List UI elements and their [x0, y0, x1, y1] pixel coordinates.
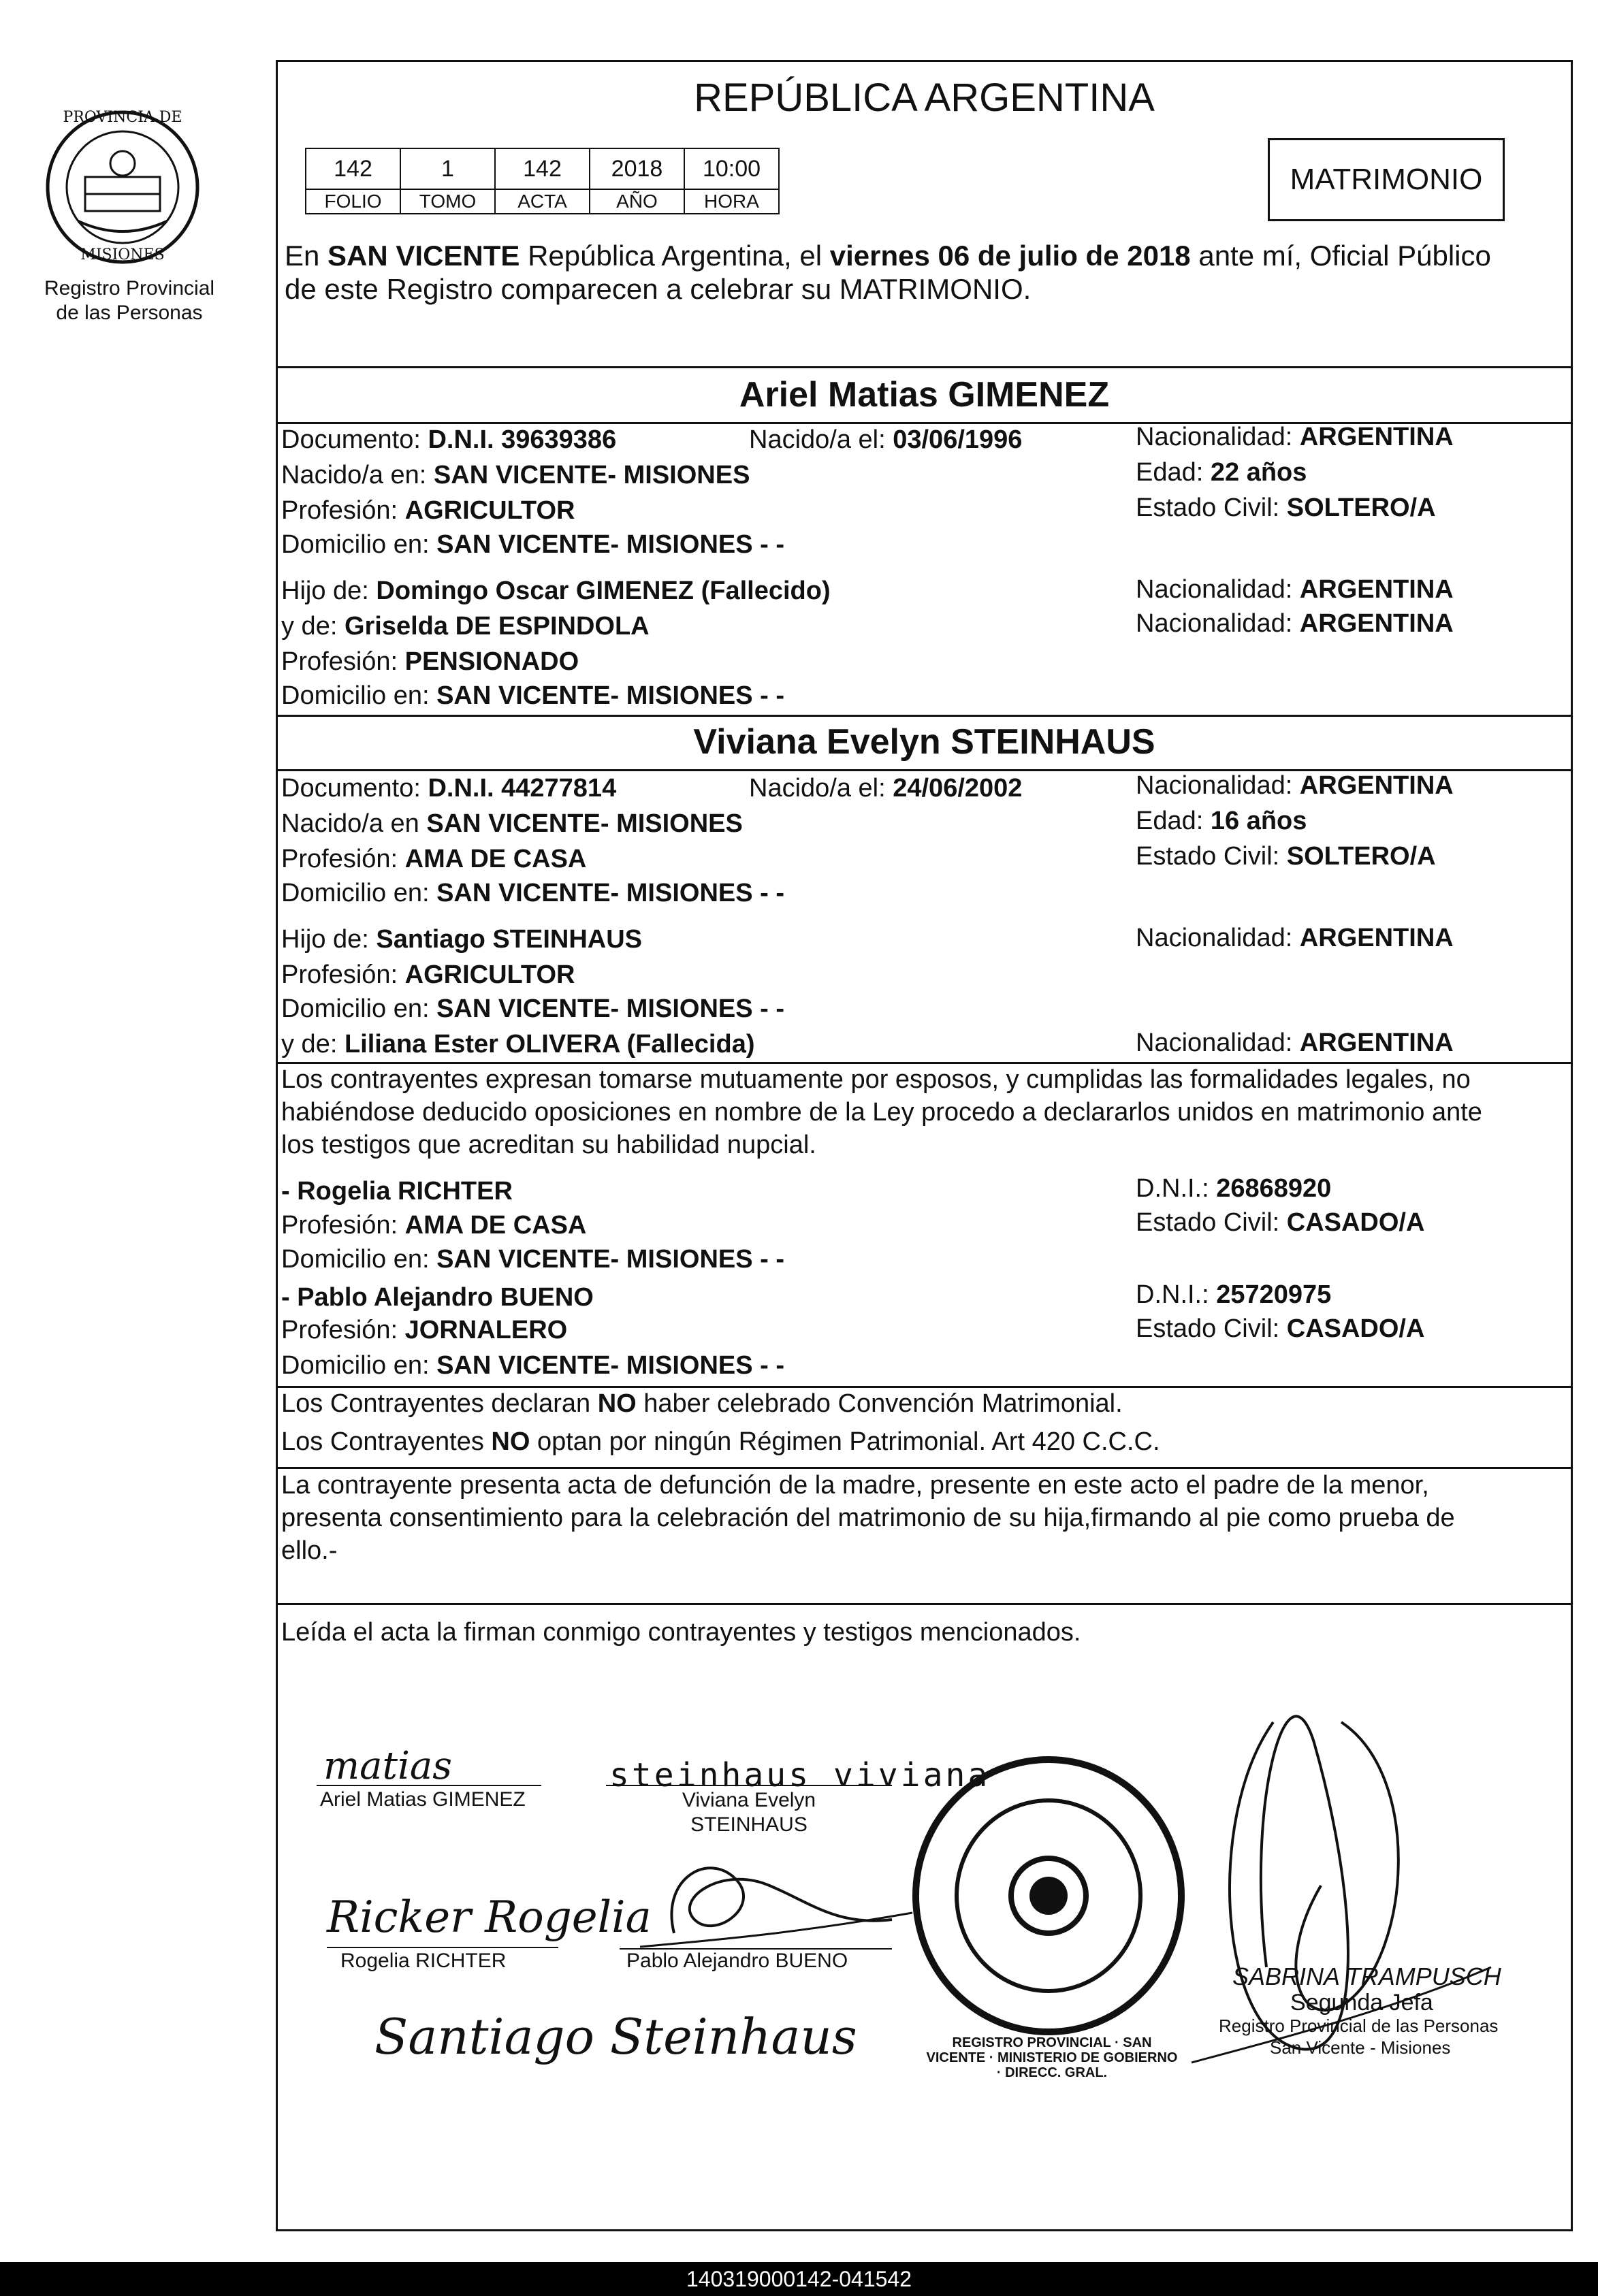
groom-doc: Documento: D.N.I. 39639386 — [281, 425, 617, 454]
groom-born: Nacido/a el: 03/06/1996 — [749, 425, 1023, 454]
folio-value: 142 — [306, 148, 400, 189]
groom-birthplace: Nacido/a en: SAN VICENTE- MISIONES — [281, 461, 750, 489]
declaration-line1: Los contrayentes expresan tomarse mutuamente por esposos, y cumplidas las formalidades legales, no — [281, 1065, 1471, 1094]
notes-line1: La contrayente presenta acta de defunción de la madre, presente en este acto el padre de la menor, — [281, 1471, 1429, 1500]
bride-father-nat: Nacionalidad: ARGENTINA — [1136, 924, 1454, 952]
witness1-signature: Ricker Rogelia — [327, 1892, 652, 1943]
convention-line2: Los Contrayentes NO optan por ningún Régimen Patrimonial. Art 420 C.C.C. — [281, 1427, 1160, 1456]
declaration-line3: los testigos que acreditan su habilidad nupcial. — [281, 1131, 816, 1159]
bride-signature: steinhaus viviana — [609, 1756, 991, 1794]
official-org2: San Vicente - Misiones — [1270, 2037, 1451, 2058]
bride-parent-dom: Domicilio en: SAN VICENTE- MISIONES - - — [281, 995, 784, 1023]
bride-sig-label2: STEINHAUS — [690, 1813, 808, 1836]
record-table — [305, 148, 780, 214]
bride-mother-nat: Nacionalidad: ARGENTINA — [1136, 1029, 1454, 1057]
groom-mother-nat: Nacionalidad: ARGENTINA — [1136, 609, 1454, 638]
witness1-dom: Domicilio en: SAN VICENTE- MISIONES - - — [281, 1245, 784, 1274]
bride-born: Nacido/a el: 24/06/2002 — [749, 774, 1023, 803]
intro-line2: de este Registro comparecen a celebrar su MATRIMONIO. — [285, 273, 1032, 305]
bride-age: Edad: 16 años — [1136, 807, 1307, 835]
groom-parent-prof: Profesión: PENSIONADO — [281, 647, 579, 676]
witness1-sig-label: Rogelia RICHTER — [340, 1950, 507, 1972]
groom-age: Edad: 22 años — [1136, 458, 1307, 487]
bride-name: Viviana Evelyn STEINHAUS — [693, 722, 1155, 762]
intro-date: viernes 06 de julio de 2018 — [829, 240, 1191, 272]
groom-father-nat: Nacionalidad: ARGENTINA — [1136, 575, 1454, 604]
hora-label: HORA — [684, 189, 779, 214]
bride-doc: Documento: D.N.I. 44277814 — [281, 774, 617, 803]
official-stamp-icon — [906, 1753, 1192, 2039]
seal-text-top: PROVINCIA DE — [63, 109, 182, 126]
folio-label: FOLIO — [306, 189, 400, 214]
footer-code: 140319000142-041542 — [0, 2262, 1598, 2296]
acta-label: ACTA — [495, 189, 590, 214]
official-name: SABRINA TRAMPUSCH — [1232, 1962, 1501, 1990]
act-type-box: MATRIMONIO — [1268, 138, 1505, 221]
tomo-value: 1 — [400, 148, 495, 189]
witness2-dni: D.N.I.: 25720975 — [1136, 1280, 1332, 1309]
anio-label: AÑO — [590, 189, 684, 214]
hora-value: 10:00 — [684, 148, 779, 189]
anio-value: 2018 — [590, 148, 684, 189]
groom-father: Hijo de: Domingo Oscar GIMENEZ (Fallecido) — [281, 577, 831, 605]
registry-label-line1: Registro Provincial — [44, 277, 215, 300]
bride-father: Hijo de: Santiago STEINHAUS — [281, 925, 643, 954]
official-role: Segunda Jefa — [1290, 1990, 1433, 2016]
seal-text-bottom: MISIONES — [80, 246, 165, 263]
witness1-civil: Estado Civil: CASADO/A — [1136, 1208, 1425, 1237]
groom-dom: Domicilio en: SAN VICENTE- MISIONES - - — [281, 530, 784, 559]
page-title: REPÚBLICA ARGENTINA — [694, 76, 1155, 120]
bride-sig-label1: Viviana Evelyn — [682, 1789, 816, 1811]
bride-civil: Estado Civil: SOLTERO/A — [1136, 842, 1436, 871]
bride-nat: Nacionalidad: ARGENTINA — [1136, 771, 1454, 800]
witness2-dom: Domicilio en: SAN VICENTE- MISIONES - - — [281, 1351, 784, 1380]
intro-line1: En SAN VICENTE República Argentina, el viernes 06 de julio de 2018 ante mí, Oficial Público — [285, 240, 1491, 272]
groom-mother: y de: Griselda DE ESPINDOLA — [281, 612, 650, 641]
convention-line1: Los Contrayentes declaran NO haber celebrado Convención Matrimonial. — [281, 1389, 1123, 1418]
witness1-dni: D.N.I.: 26868920 — [1136, 1174, 1332, 1203]
notes-line3: ello.- — [281, 1536, 338, 1565]
witness1-name: - Rogelia RICHTER — [281, 1177, 513, 1206]
declaration-line2: habiéndose deducido oposiciones en nombre de la Ley procedo a declararlos unidos en matrimonio ante — [281, 1098, 1482, 1127]
groom-parent-dom: Domicilio en: SAN VICENTE- MISIONES - - — [281, 681, 784, 710]
notes-line2: presenta consentimiento para la celebración del matrimonio de su hija,firmando al pie como prueba de — [281, 1504, 1455, 1532]
witness2-name: - Pablo Alejandro BUENO — [281, 1283, 594, 1312]
witness2-prof: Profesión: JORNALERO — [281, 1316, 568, 1344]
groom-prof: Profesión: AGRICULTOR — [281, 496, 575, 525]
groom-nat: Nacionalidad: ARGENTINA — [1136, 423, 1454, 451]
witness2-sig-label: Pablo Alejandro BUENO — [626, 1950, 848, 1972]
groom-name: Ariel Matias GIMENEZ — [739, 375, 1110, 415]
bride-mother: y de: Liliana Ester OLIVERA (Fallecida) — [281, 1030, 755, 1058]
groom-civil: Estado Civil: SOLTERO/A — [1136, 494, 1436, 522]
tomo-label: TOMO — [400, 189, 495, 214]
official-org1: Registro Provincial de las Personas — [1219, 2016, 1499, 2036]
witness1-prof: Profesión: AMA DE CASA — [281, 1211, 587, 1240]
groom-sig-label: Ariel Matias GIMENEZ — [320, 1788, 526, 1811]
stamp-text: REGISTRO PROVINCIAL · SAN VICENTE · MINISTERIO DE GOBIERNO · DIRECC. GRAL. — [926, 2035, 1178, 2080]
witness2-civil: Estado Civil: CASADO/A — [1136, 1314, 1425, 1343]
official-signature — [1192, 1681, 1498, 2144]
father-signature: Santiago Steinhaus — [374, 2008, 857, 2065]
bride-parent-prof: Profesión: AGRICULTOR — [281, 960, 575, 989]
closing-text: Leída el acta la firman conmigo contrayentes y testigos mencionados. — [281, 1618, 1081, 1647]
acta-value: 142 — [495, 148, 590, 189]
intro-place: SAN VICENTE — [327, 240, 520, 272]
registry-seal — [37, 102, 208, 272]
bride-birthplace: Nacido/a en SAN VICENTE- MISIONES — [281, 809, 743, 838]
registry-label-line2: de las Personas — [56, 302, 203, 324]
bride-dom: Domicilio en: SAN VICENTE- MISIONES - - — [281, 879, 784, 907]
groom-signature: matias — [323, 1744, 453, 1788]
bride-prof: Profesión: AMA DE CASA — [281, 845, 587, 873]
